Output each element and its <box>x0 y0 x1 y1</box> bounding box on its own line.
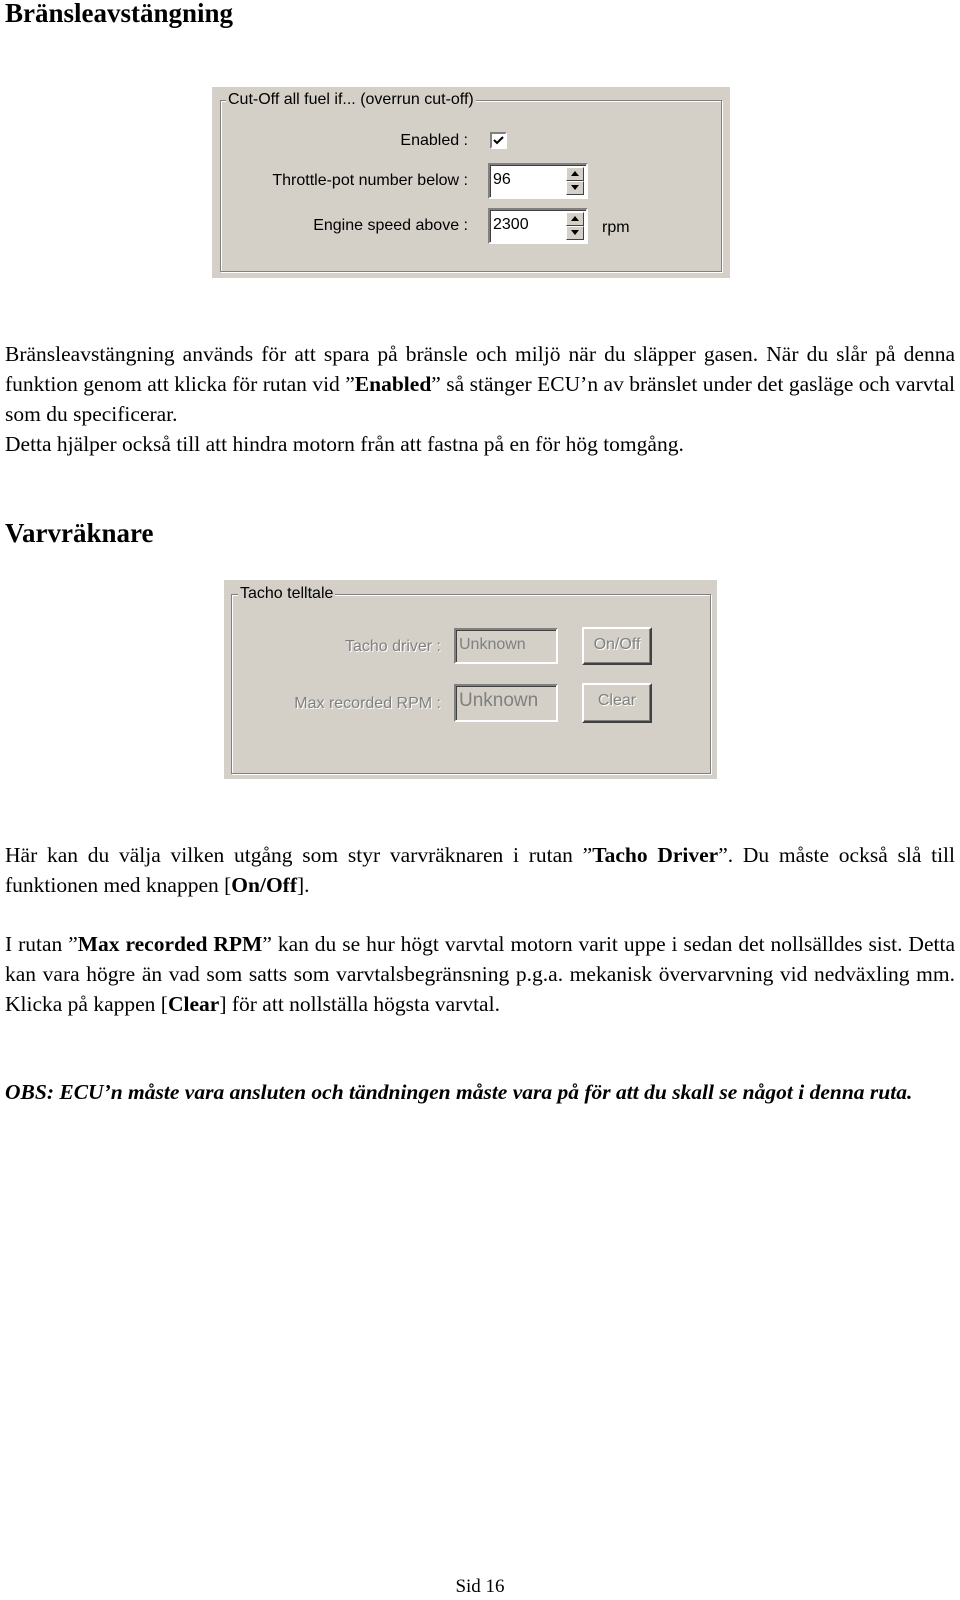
bold-text: Enabled <box>354 372 432 396</box>
throttle-label: Throttle-pot number below : <box>272 172 468 189</box>
on-off-button[interactable]: On/Off <box>582 627 652 665</box>
throttle-value: 96 <box>493 171 511 188</box>
bold-text: Tacho Driver <box>592 843 719 867</box>
text-run: ] för att nollställa högsta varvtal. <box>219 992 500 1016</box>
rpm-unit-label: rpm <box>602 219 630 236</box>
text-run: Bränsleavstängning används för att spara på bränsle och miljö när du släpper gasen. När du slår på denna funktion genom att klicka för rutan vid ” <box>5 342 955 396</box>
tacho-driver-field <box>454 628 558 664</box>
checkmark-icon <box>492 134 505 147</box>
max-recorded-rpm-label: Max recorded RPM : <box>294 695 441 712</box>
text-run: I rutan ” <box>5 932 78 956</box>
section-heading-tachometer: Varvräknare <box>5 518 154 548</box>
text-run: ” så stänger ECU’n av bränslet under det gasläge och varvtal som du specificerar. <box>5 372 955 426</box>
arrow-up-icon <box>571 216 579 221</box>
text-run: Här kan du välja vilken utgång som styr varvräknaren i rutan ” <box>5 843 593 867</box>
tacho-group-legend: Tacho telltale <box>240 585 334 602</box>
engine-speed-value: 2300 <box>493 216 529 233</box>
max-recorded-rpm-field <box>454 684 558 722</box>
throttle-spinbox[interactable] <box>488 163 588 199</box>
bold-text: On/Off <box>231 873 297 897</box>
throttle-spinner[interactable] <box>566 167 584 195</box>
max-recorded-rpm-value: Unknown <box>459 690 539 711</box>
tacho-telltale-panel <box>224 580 717 779</box>
spin-up-button[interactable] <box>566 167 584 181</box>
enabled-checkbox[interactable] <box>490 132 507 149</box>
section-heading-fuel-cutoff: Bränsleavstängning <box>5 0 234 28</box>
bold-text: Max recorded RPM <box>77 932 263 956</box>
text-run: ” kan du se hur högt varvtal motorn varit uppe i sedan det nollsälldes sist. Detta kan vara högre än vad som satts som varvtalsbegränsning p.g.a. mekanisk övervarvning vid nedväxling mm. Klicka på kappen [ <box>5 932 955 1016</box>
tacho-paragraph-2 <box>5 929 955 1019</box>
tacho-driver-value: Unknown <box>459 636 526 653</box>
obs-note: OBS: ECU’n måste vara ansluten och tändningen måste vara på för att du skall se något i denna ruta. <box>5 1080 913 1104</box>
fuel-cutoff-paragraph-1 <box>5 339 955 429</box>
fuel-cutoff-panel <box>212 87 730 278</box>
spin-down-button[interactable] <box>566 226 584 240</box>
enabled-label: Enabled : <box>400 132 468 149</box>
fuel-cutoff-paragraph-2: Detta hjälper också till att hindra motorn från att fastna på en för hög tomgång. <box>5 432 684 456</box>
engine-speed-label: Engine speed above : <box>313 217 468 234</box>
page-number: Sid 16 <box>455 1576 505 1597</box>
tacho-paragraph-1 <box>5 840 955 900</box>
tacho-driver-label: Tacho driver : <box>344 638 441 655</box>
spin-down-button[interactable] <box>566 181 584 195</box>
clear-button[interactable]: Clear <box>582 683 652 723</box>
engine-speed-spinner[interactable] <box>566 212 584 240</box>
bold-text: Clear <box>167 992 220 1016</box>
text-run: ]. <box>297 873 310 897</box>
arrow-up-icon <box>571 171 579 176</box>
spin-up-button[interactable] <box>566 212 584 226</box>
cutoff-group-legend: Cut-Off all fuel if... (overrun cut-off) <box>228 91 474 108</box>
engine-speed-spinbox[interactable] <box>488 208 588 244</box>
arrow-down-icon <box>571 185 579 190</box>
arrow-down-icon <box>571 230 579 235</box>
text-run: ”. Du måste också slå till funktionen med knappen [ <box>5 843 956 897</box>
